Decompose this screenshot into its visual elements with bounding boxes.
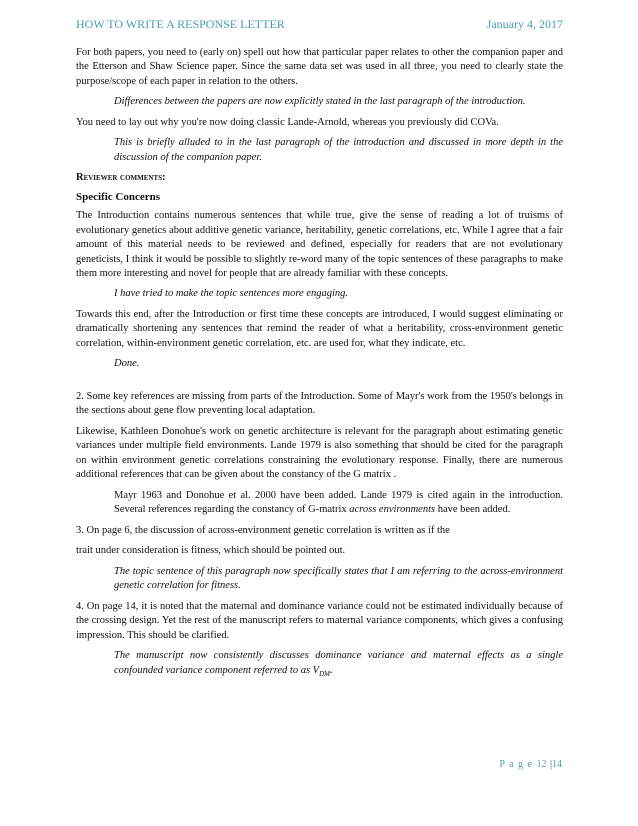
response-paragraph bbox=[114, 649, 563, 679]
page-header bbox=[76, 16, 563, 34]
page-number: 12 bbox=[536, 759, 547, 770]
paragraph: 2. Some key references are missing from parts of the Introduction. Some of Mayr's work from the 1950's belongs in the sections about gene flow preventing local adaptation. bbox=[76, 390, 563, 417]
paragraph: trait under consideration is fitness, which should be pointed out. bbox=[76, 545, 346, 557]
header-title: HOW TO WRITE A RESPONSE LETTER bbox=[76, 17, 285, 31]
subscript: DM bbox=[319, 669, 330, 678]
paragraph: The Introduction contains numerous sentences that while true, give the sense of reading a lot of truisms of evolutionary genetics about additive genetic variance, heritability, genetic correlations, etc. While I agree that a fair amount of this material needs to be reviewed and defined, especially for readers that are not evolutionary geneticists, I think it would be possible to slightly re-word many of the topic sentences of these paragraphs to make them more interesting and novel for people that are already familiar with these concepts. bbox=[76, 210, 563, 279]
spacer bbox=[76, 378, 563, 390]
specific-concerns-heading: Specific Concerns bbox=[76, 190, 161, 203]
response-text: . bbox=[329, 664, 333, 676]
page-footer bbox=[499, 758, 562, 772]
paragraph: Towards this end, after the Introduction or first time these concepts are introduced, I would suggest eliminating or dramatically shortening any sentences that remind the reader of what a heritability, cross-environment genetic correlation, within-environment genetic correlation, etc. are used for, what they indicate, etc. bbox=[76, 308, 563, 349]
response-paragraph: This is briefly alluded to in the last paragraph of the introduction and discussed in more depth in the discussion of the companion paper. bbox=[114, 137, 563, 163]
page-word: P a g e bbox=[499, 759, 533, 770]
response-paragraph: Done. bbox=[114, 358, 140, 370]
paragraph: For both papers, you need to (early on) spell out how that particular paper relates to other the companion paper and the Etterson and Shaw Science paper. Since the same data set was used in all three, you need to clearly state the purpose/scope of each paper in relation to the others. bbox=[76, 47, 563, 87]
paragraph: Likewise, Kathleen Donohue's work on genetic architecture is relevant for the paragraph about estimating genetic variances under multiple field environments. Lande 1979 is also something that should be cited for the paragraph on within environment genetic correlations constraining the evolutionary response. Finally, there are numerous additional references that can be given about the constancy of the G matrix . bbox=[76, 425, 563, 481]
page-total: 14 bbox=[552, 759, 562, 770]
response-paragraph: Differences between the papers are now explicitly stated in the last paragraph of the introduction. bbox=[114, 96, 526, 108]
document-body bbox=[76, 46, 563, 685]
header-date: January 4, 2017 bbox=[486, 17, 563, 31]
paragraph: You need to lay out why you're now doing classic Lande-Arnold, whereas you previously did COVa. bbox=[76, 116, 499, 128]
paragraph: 4. On page 14, it is noted that the maternal and dominance variance could not be estimated individually because of the crossing design. Yet the rest of the manuscript refers to maternal variance components, which gives a confusing impression. This should be clarified. bbox=[76, 600, 563, 641]
paragraph: 3. On page 6, the discussion of across-environment genetic correlation is written as if the bbox=[76, 524, 450, 536]
response-paragraph bbox=[114, 489, 563, 518]
response-paragraph: The topic sentence of this paragraph now specifically states that I am referring to the across-environment genetic correlation for fitness. bbox=[114, 565, 563, 592]
response-emphasis: across environments bbox=[349, 504, 436, 516]
response-text: Mayr 1963 and Donohue et al. 2000 have been added. Lande 1979 is cited again in the introduction. Several references regarding the constancy of G-matrix bbox=[114, 489, 563, 516]
response-text: The manuscript now consistently discusses dominance variance and maternal effects as a single confounded variance component referred to as V bbox=[114, 650, 563, 676]
page-separator: | bbox=[549, 759, 552, 770]
response-text: have been added. bbox=[435, 504, 511, 516]
response-paragraph: I have tried to make the topic sentences more engaging. bbox=[114, 288, 349, 300]
reviewer-heading: Reviewer comments: bbox=[76, 172, 166, 184]
